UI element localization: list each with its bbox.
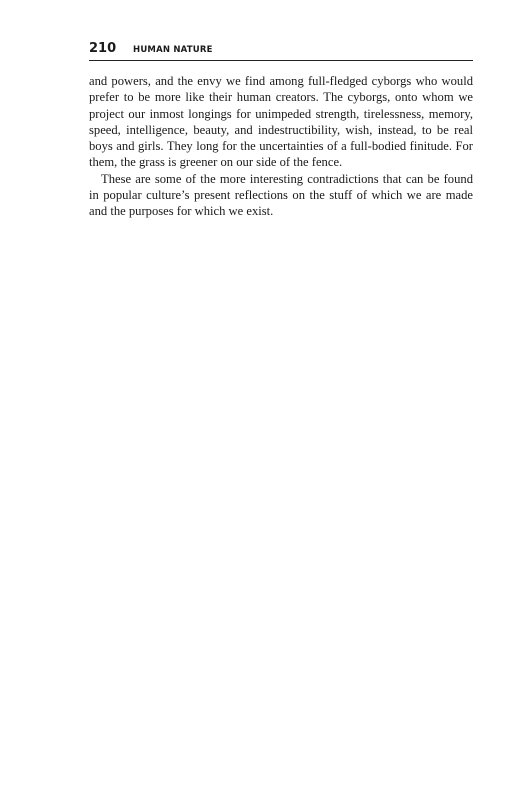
page-number: 210 [89,41,117,56]
paragraph: These are some of the more interesting contradictions that can be found in popular culture’s present reflections on the stuff of which we are made and the purposes for which we exist. [89,171,473,219]
body-text [89,73,473,220]
running-title: HUMAN NATURE [133,45,213,55]
paragraph: and powers, and the envy we find among full-fledged cyborgs who would prefer to be more like their human creators. The cyborgs, onto whom we project our inmost longings for unimpeded strength, tirelessness, memory, speed, intelligence, beauty, and indestructibility, wish, instead, to be real boys and girls. They long for the uncertainties of a full-bodied finitude. For them, the grass is greener on our side of the fence. [89,74,473,170]
running-header [89,40,473,61]
